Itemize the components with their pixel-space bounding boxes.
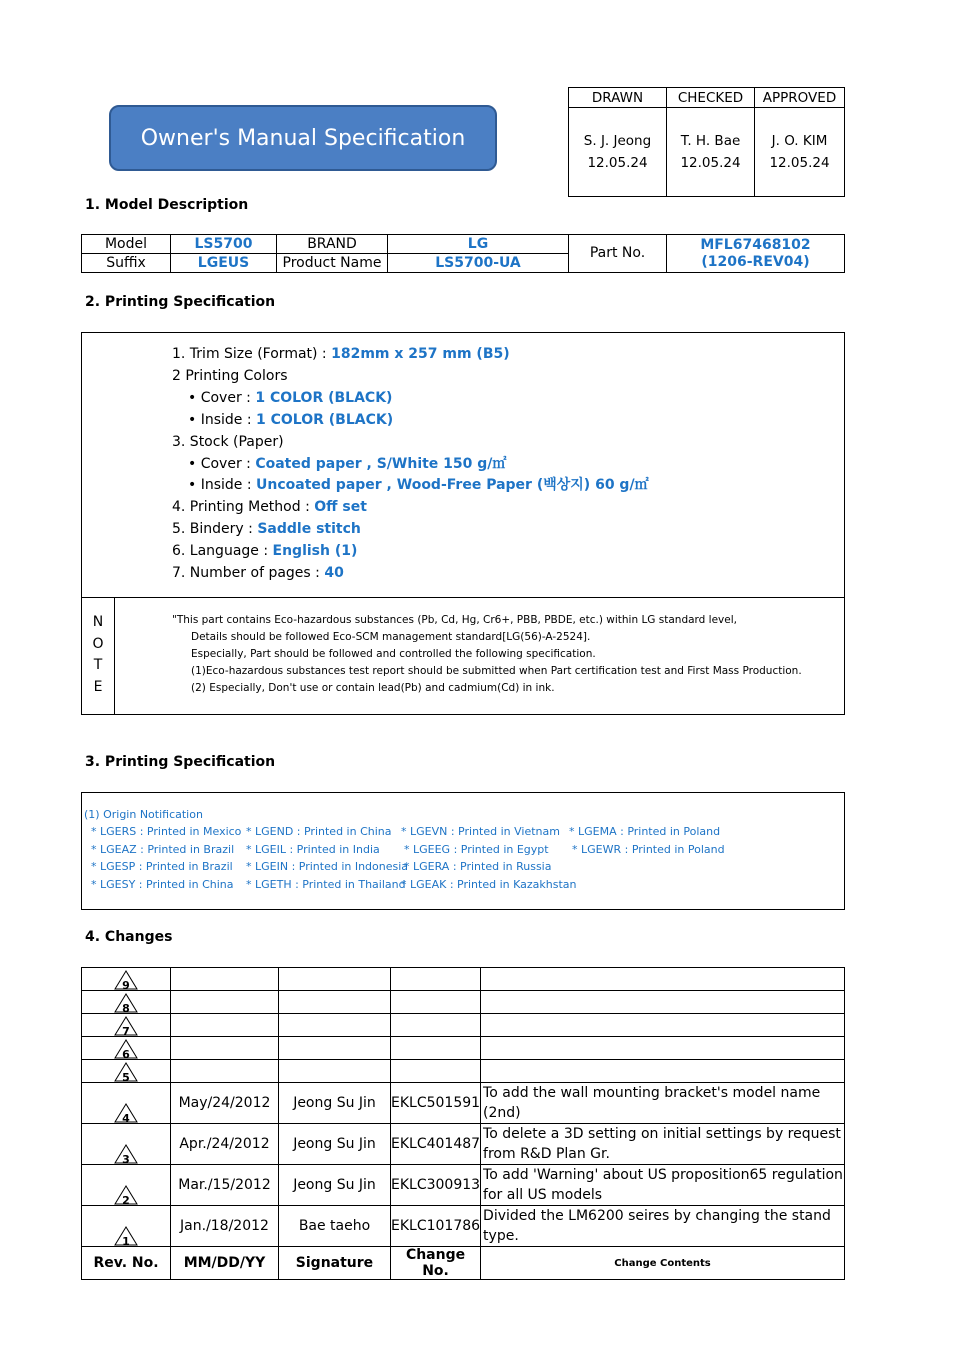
change-no-cell: EKLC300913 <box>391 1165 481 1206</box>
signature-cell: Bae taeho <box>279 1206 391 1247</box>
origin-entry: * LGEAK : Printed in Kazakhstan <box>401 877 577 891</box>
date-cell: Apr./24/2012 <box>171 1124 279 1165</box>
origin-entry: * LGEIL : Printed in India <box>246 842 380 856</box>
note-line: (1)Eco-hazardous substances test report should be submitted when Part certification test and First Mass Production. <box>191 665 802 677</box>
revision-triangle-icon <box>114 1185 138 1205</box>
spec-label: 7. Number of pages : <box>172 565 325 582</box>
rev-cell <box>82 1206 171 1247</box>
spec-value: Off set <box>314 499 367 516</box>
rev-number: 1 <box>122 1235 130 1248</box>
change-content-cell <box>481 1037 845 1060</box>
rev-cell <box>82 968 171 991</box>
spec-label: • Cover : <box>188 455 256 472</box>
date-cell <box>171 968 279 991</box>
part-revision: (1206-REV04) <box>701 253 810 270</box>
drawn-header: DRAWN <box>569 88 667 108</box>
rev-number: 2 <box>122 1194 130 1207</box>
model-table <box>81 234 845 273</box>
checked-header: CHECKED <box>667 88 755 108</box>
spec-item <box>172 410 649 432</box>
change-no-cell <box>391 991 481 1014</box>
section-changes: 4. Changes <box>85 929 173 945</box>
brand-label: BRAND <box>277 235 388 254</box>
section-model-description: 1. Model Description <box>85 197 249 213</box>
note-line: (2) Especially, Don't use or contain lead(Pb) and cadmium(Cd) in ink. <box>191 682 555 694</box>
spec-item <box>172 563 649 585</box>
change-no-cell <box>391 1014 481 1037</box>
change-content-cell: To add the wall mounting bracket's model name (2nd) <box>481 1083 845 1124</box>
rev-number: 6 <box>122 1048 130 1061</box>
brand-value: LG <box>388 235 569 254</box>
change-row <box>82 1014 845 1037</box>
rev-number: 4 <box>122 1112 130 1125</box>
rev-number: 7 <box>122 1025 130 1038</box>
changes-table <box>81 967 845 1280</box>
spec-value: 182mm x 257 mm (B5) <box>331 346 510 362</box>
origin-entry: * LGEWR : Printed in Poland <box>572 842 725 856</box>
spec-item <box>172 454 649 476</box>
section-origin: 3. Printing Specification <box>85 754 276 770</box>
signature-cell <box>279 1014 391 1037</box>
page-title: Owner's Manual Specification <box>140 125 466 151</box>
signature-cell <box>279 1037 391 1060</box>
change-row <box>82 1060 845 1083</box>
origin-entry: * LGERA : Printed in Russia <box>404 860 552 873</box>
note-line: "This part contains Eco-hazardous substances (Pb, Cd, Hg, Cr6+, PBB, PBDE, etc.) within LG standard level, <box>172 614 737 626</box>
date-cell <box>171 1060 279 1083</box>
change-content-cell <box>481 1014 845 1037</box>
origin-entry: * LGESY : Printed in China <box>91 877 234 891</box>
note-letter: N <box>92 614 104 630</box>
change-content-cell: Divided the LM6200 seires by changing the stand type. <box>481 1206 845 1247</box>
spec-value: Coated paper , S/White 150 g/㎡ <box>255 455 507 472</box>
origin-entry: * LGEVN : Printed in Vietnam <box>401 825 560 838</box>
signature-cell: Jeong Su Jin <box>279 1083 391 1124</box>
spec-label: 4. Printing Method : <box>172 499 315 516</box>
spec-label: 6. Language : <box>172 543 273 560</box>
checked-cell <box>667 108 755 197</box>
part-value <box>667 235 845 273</box>
note-vertical-line <box>114 597 115 714</box>
signature-cell <box>279 1060 391 1083</box>
change-row <box>82 1206 845 1247</box>
rev-cell <box>82 1060 171 1083</box>
change-no-cell <box>391 1060 481 1083</box>
approved-date: 12.05.24 <box>769 155 830 171</box>
change-no-cell <box>391 968 481 991</box>
approval-table <box>568 87 845 197</box>
spec-label: 5. Bindery : <box>172 521 258 538</box>
approved-header: APPROVED <box>755 88 845 108</box>
spec-value: English (1) <box>272 543 358 560</box>
revision-triangle-icon <box>114 1103 138 1123</box>
spec-label: • Inside : <box>188 411 257 428</box>
spec-value: 40 <box>324 565 344 582</box>
change-content-cell <box>481 1060 845 1083</box>
checked-date: 12.05.24 <box>680 155 741 171</box>
spec-item <box>172 541 649 563</box>
origin-entry: * LGEIN : Printed in Indonesia <box>246 860 409 873</box>
revision-triangle-icon <box>114 1016 138 1036</box>
rev-cell <box>82 1124 171 1165</box>
product-label: Product Name <box>277 254 388 273</box>
change-content-cell <box>481 991 845 1014</box>
origin-heading: (1) Origin Notification <box>84 808 203 821</box>
title-banner <box>109 105 497 171</box>
date-cell <box>171 1014 279 1037</box>
suffix-value: LGEUS <box>171 254 277 273</box>
origin-entry: * LGESP : Printed in Brazil <box>91 860 233 873</box>
approved-cell <box>755 108 845 197</box>
suffix-label: Suffix <box>82 254 171 273</box>
signature-cell <box>279 968 391 991</box>
date-cell: May/24/2012 <box>171 1083 279 1124</box>
note-text <box>172 612 802 697</box>
spec-value: Uncoated paper , Wood-Free Paper (백상지) 60 g/㎡ <box>256 477 649 494</box>
change-no-cell: EKLC501591 <box>391 1083 481 1124</box>
change-no-cell: EKLC401487 <box>391 1124 481 1165</box>
rev-cell <box>82 1037 171 1060</box>
printing-spec-list <box>172 344 649 585</box>
signature-cell: Jeong Su Jin <box>279 1165 391 1206</box>
spec-item <box>172 497 649 519</box>
change-row <box>82 968 845 991</box>
revision-triangle-icon <box>114 1226 138 1246</box>
change-no-cell: EKLC101786 <box>391 1206 481 1247</box>
note-label <box>88 612 108 698</box>
origin-entry: * LGEND : Printed in China <box>246 825 392 838</box>
rev-number: 9 <box>122 979 130 992</box>
revision-triangle-icon <box>114 970 138 990</box>
checked-name: T. H. Bae <box>680 133 741 149</box>
change-no-header: Change No. <box>391 1247 481 1280</box>
revision-triangle-icon <box>114 993 138 1013</box>
change-content-cell: To add 'Warning' about US proposition65 regulation for all US models <box>481 1165 845 1206</box>
rev-number: 3 <box>122 1153 130 1166</box>
date-cell <box>171 991 279 1014</box>
note-line: Especially, Part should be followed and controlled the following specification. <box>191 648 596 660</box>
date-cell <box>171 1037 279 1060</box>
origin-entry: * LGEAZ : Printed in Brazil <box>91 842 235 856</box>
spec-label: 2 Printing Colors <box>172 367 288 384</box>
rev-number: 8 <box>122 1002 130 1015</box>
spec-item <box>172 475 649 497</box>
note-letter: O <box>92 635 104 652</box>
changes-header-row <box>82 1247 845 1280</box>
spec-item <box>172 344 649 366</box>
spec-label: 1. Trim Size (Format) : <box>172 346 332 362</box>
spec-item <box>172 519 649 541</box>
spec-item <box>172 366 649 388</box>
revision-triangle-icon <box>114 1039 138 1059</box>
part-number: MFL67468102 <box>700 236 811 253</box>
spec-label: • Cover : <box>188 389 256 406</box>
rev-header: Rev. No. <box>82 1247 171 1280</box>
spec-value: Saddle stitch <box>257 521 361 538</box>
spec-value: 1 COLOR (BLACK) <box>255 389 393 406</box>
spec-item <box>172 388 649 410</box>
drawn-date: 12.05.24 <box>587 155 648 171</box>
change-row <box>82 1124 845 1165</box>
spec-label: 3. Stock (Paper) <box>172 433 284 450</box>
drawn-cell <box>569 108 667 197</box>
change-content-cell <box>481 968 845 991</box>
change-row <box>82 991 845 1014</box>
rev-cell <box>82 1083 171 1124</box>
rev-cell <box>82 991 171 1014</box>
signature-header: Signature <box>279 1247 391 1280</box>
origin-entry: * LGETH : Printed in Thailand <box>246 877 406 891</box>
origin-entry: * LGEEG : Printed in Egypt <box>404 842 549 856</box>
note-line: Details should be followed Eco-SCM management standard[LG(56)-A-2524]. <box>191 631 591 643</box>
signature-cell <box>279 991 391 1014</box>
note-letter: E <box>93 678 103 695</box>
revision-triangle-icon <box>114 1062 138 1082</box>
date-cell: Mar./15/2012 <box>171 1165 279 1206</box>
change-contents-header: Change Contents <box>481 1247 845 1280</box>
origin-entry: * LGERS : Printed in Mexico <box>91 825 242 838</box>
change-row <box>82 1037 845 1060</box>
origin-entry: * LGEMA : Printed in Poland <box>569 825 721 838</box>
part-label: Part No. <box>569 235 667 273</box>
rev-number: 5 <box>122 1071 130 1084</box>
model-value: LS5700 <box>171 235 277 254</box>
change-no-cell <box>391 1037 481 1060</box>
product-value: LS5700-UA <box>388 254 569 273</box>
rev-cell <box>82 1014 171 1037</box>
change-row <box>82 1083 845 1124</box>
revision-triangle-icon <box>114 1144 138 1164</box>
note-letter: T <box>93 657 103 673</box>
change-content-cell: To delete a 3D setting on initial settings by request from R&D Plan Gr. <box>481 1124 845 1165</box>
approved-name: J. O. KIM <box>771 133 828 149</box>
spec-value: 1 COLOR (BLACK) <box>256 411 394 428</box>
spec-item <box>172 432 649 454</box>
model-label: Model <box>82 235 171 254</box>
rev-cell <box>82 1165 171 1206</box>
note-divider <box>81 597 845 598</box>
signature-cell: Jeong Su Jin <box>279 1124 391 1165</box>
spec-label: • Inside : <box>188 477 257 494</box>
date-cell: Jan./18/2012 <box>171 1206 279 1247</box>
change-row <box>82 1165 845 1206</box>
drawn-name: S. J. Jeong <box>583 133 652 149</box>
date-header: MM/DD/YY <box>171 1247 279 1280</box>
section-printing-spec: 2. Printing Specification <box>85 294 276 310</box>
